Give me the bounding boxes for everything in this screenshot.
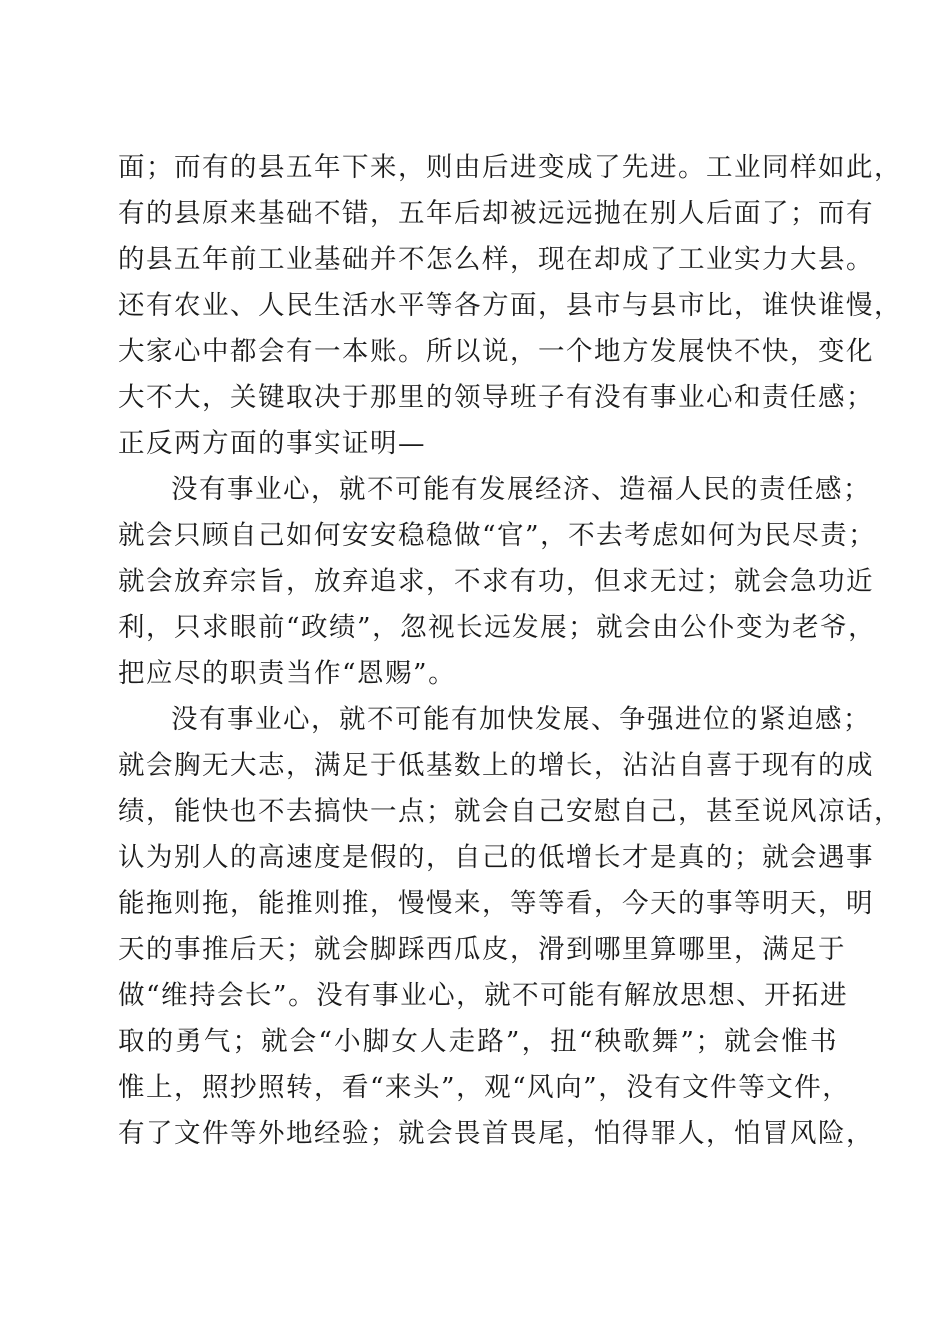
text-line: 利，只求眼前“政绩”，忽视长远发展；就会由公仆变为老爷，	[118, 612, 877, 643]
text-line: 惟上，照抄照转，看“来头”，观“风向”，没有文件等文件，	[118, 1072, 851, 1103]
text-line: 还有农业、人民生活水平等各方面，县市与县市比，谁快谁慢，	[118, 290, 902, 321]
text-line: 有的县原来基础不错，五年后却被远远抛在别人后面了；而有	[118, 198, 874, 229]
text-line: 就会放弃宗旨，放弃追求，不求有功，但求无过；就会急功近	[118, 566, 874, 597]
paragraph-first-line: 没有事业心，就不可能有发展经济、造福人民的责任感；	[171, 474, 871, 505]
text-line: 的县五年前工业基础并不怎么样，现在却成了工业实力大县。	[118, 244, 874, 275]
text-line: 大不大，关键取决于那里的领导班子有没有事业心和责任感；	[118, 382, 874, 413]
text-line: 认为别人的高速度是假的，自己的低增长才是真的；就会遇事	[118, 842, 874, 873]
text-line: 取的勇气；就会“小脚女人走路”，扭“秧歌舞”；就会惟书	[118, 1026, 838, 1057]
paragraph-first-line: 没有事业心，就不可能有加快发展、争强进位的紧迫感；	[171, 704, 871, 735]
text-line: 绩，能快也不去搞快一点；就会自己安慰自己，甚至说风凉话，	[118, 796, 902, 827]
text-line: 大家心中都会有一本账。所以说，一个地方发展快不快，变化	[118, 336, 874, 367]
text-line: 正反两方面的事实证明—	[118, 428, 426, 459]
text-line: 面；而有的县五年下来，则由后进变成了先进。工业同样如此，	[118, 152, 902, 183]
text-line: 有了文件等外地经验；就会畏首畏尾，怕得罪人，怕冒风险，	[118, 1118, 874, 1149]
text-line: 能拖则拖，能推则推，慢慢来，等等看，今天的事等明天，明	[118, 888, 874, 919]
text-line: 把应尽的职责当作“恩赐”。	[118, 658, 457, 689]
text-line: 就会只顾自己如何安安稳稳做“官”，不去考虑如何为民尽责；	[118, 520, 877, 551]
text-line: 天的事推后天；就会脚踩西瓜皮，滑到哪里算哪里，满足于	[118, 934, 846, 965]
text-line: 就会胸无大志，满足于低基数上的增长，沾沾自喜于现有的成	[118, 750, 874, 781]
text-line: 做“维持会长”。没有事业心，就不可能有解放思想、开拓进	[118, 980, 849, 1011]
